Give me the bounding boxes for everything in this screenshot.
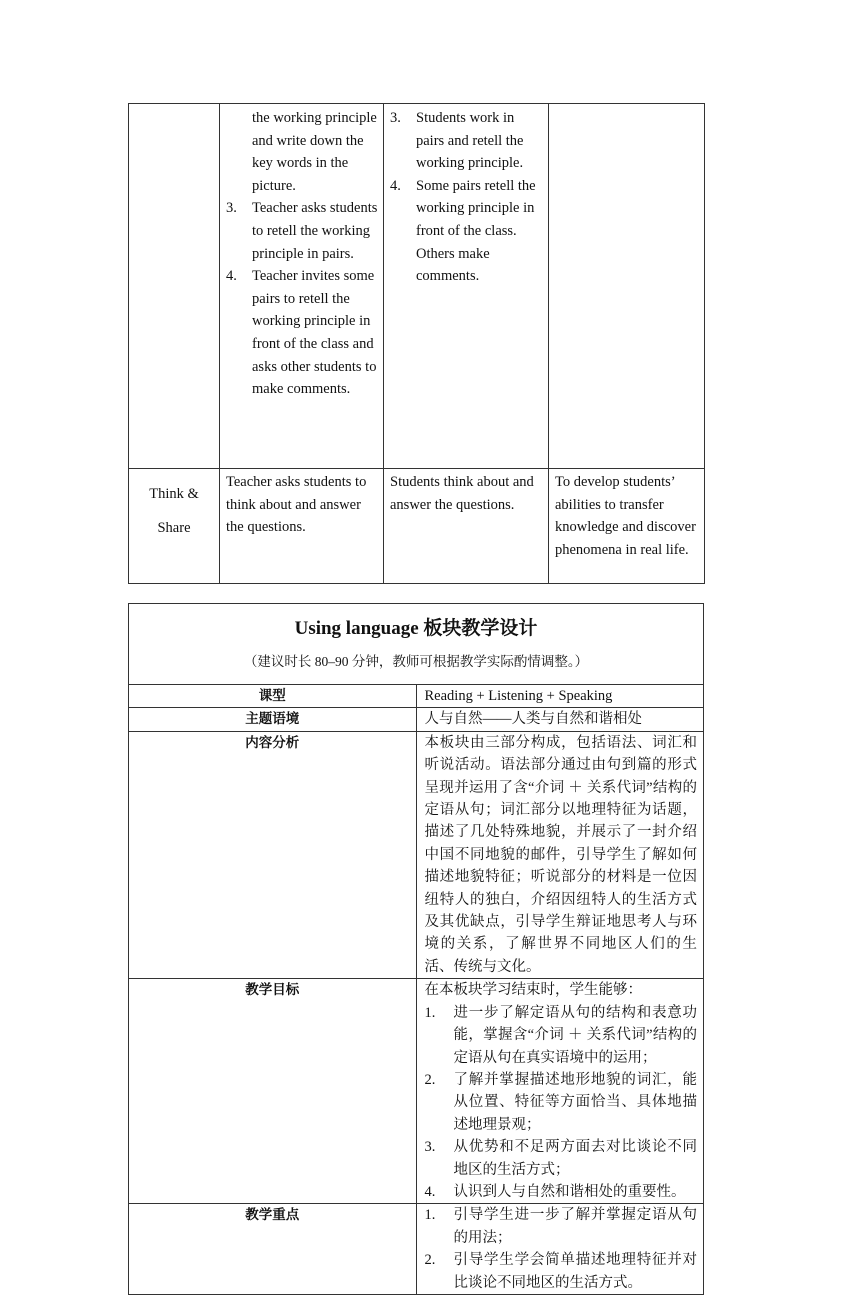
step-name-line2: Share — [157, 520, 191, 536]
table-row — [129, 604, 704, 685]
student-steps-list — [384, 107, 548, 288]
step-cell — [129, 104, 220, 469]
teacher-activity-cell — [220, 104, 384, 469]
row-label: 教学重点 — [129, 1204, 417, 1295]
student-activity-cell — [384, 104, 549, 469]
step-cell — [129, 469, 220, 584]
teacher-activity-cell: Teacher asks students to think about and answer the questions. — [220, 469, 384, 584]
step-name-line1: Think & — [149, 486, 199, 502]
row-value: 人与自然——人类与自然和谐相处 — [416, 708, 704, 731]
row-label: 教学目标 — [129, 979, 417, 1204]
list-item: 1. 引导学生进一步了解并掌握定语从句的用法； — [424, 1207, 697, 1246]
list-item: the working principle and write down the key words in the picture. — [252, 110, 377, 194]
row-value: 本板块由三部分构成，包括语法、词汇和听说活动。语法部分通过由句到篇的形式呈现并运用了含“介词 ＋ 关系代词”结构的定语从句；词汇部分以地理特征为话题，描述了几处特殊地貌，并展示了一封介绍中国不同地貌的邮件，引导学生了解如何描述地貌特征；听说部分的材料是一位因纽特人的独白，介绍因纽特人的生活方式及其优缺点，引导学生辩证地思考人与环境的关系，了解世界不同地区人们的生活、传统与文化。 — [416, 731, 704, 978]
goals-intro: 在本板块学习结束时，学生能够： — [424, 982, 642, 999]
table-row — [129, 979, 704, 1204]
row-value — [416, 1204, 704, 1295]
row-label: 主题语境 — [129, 708, 417, 731]
list-item: 2. 引导学生学会简单描述地理特征并对比谈论不同地区的生活方式。 — [424, 1252, 697, 1291]
title-cell — [129, 604, 704, 685]
table-row — [129, 731, 704, 978]
list-item: 3. Teacher asks students to retell the working principle in pairs. — [226, 200, 378, 262]
purpose-cell: To develop students’ abilities to transfer knowledge and discover phenomena in real life. — [549, 469, 705, 584]
student-activity-cell: Students think about and answer the questions. — [384, 469, 549, 584]
list-item: 2. 了解并掌握描述地形地貌的词汇，能从位置、特征等方面恰当、具体地描述地理景观； — [424, 1071, 697, 1133]
purpose-cell — [549, 104, 705, 469]
list-item: 4. Teacher invites some pairs to retell the working principle in front of the class and asks other students to make comments. — [226, 268, 377, 398]
table-row — [129, 104, 705, 469]
row-value — [416, 979, 704, 1204]
lesson-procedure-table — [128, 103, 705, 584]
focus-list — [425, 1204, 698, 1294]
row-label: 内容分析 — [129, 731, 417, 978]
row-value: Reading + Listening + Speaking — [416, 685, 704, 708]
list-item: 1. 进一步了解定语从句的结构和表意功能，掌握含“介词 ＋ 关系代词”结构的定语从句在真实语境中的运用； — [424, 1004, 697, 1066]
table-row — [129, 469, 705, 584]
using-language-design-table — [128, 603, 704, 1295]
duration-note: （建议时长 80–90 分钟，教师可根据教学实际酌情调整。） — [243, 654, 589, 669]
goals-list — [425, 1002, 698, 1204]
row-label: 课型 — [129, 685, 417, 708]
table-row — [129, 685, 704, 708]
table-row — [129, 1204, 704, 1295]
teacher-steps-list — [220, 107, 383, 401]
list-item: 4. 认识到人与自然和谐相处的重要性。 — [424, 1183, 686, 1200]
list-item: 3. 从优势和不足两方面去对比谈论不同地区的生活方式； — [424, 1139, 697, 1178]
list-item: 3. Students work in pairs and retell the working principle. — [390, 110, 524, 172]
section-title: Using language 板块教学设计 — [294, 618, 538, 639]
list-item: 4. Some pairs retell the working principle in front of the class. Others make comments. — [390, 177, 536, 285]
table-row — [129, 708, 704, 731]
